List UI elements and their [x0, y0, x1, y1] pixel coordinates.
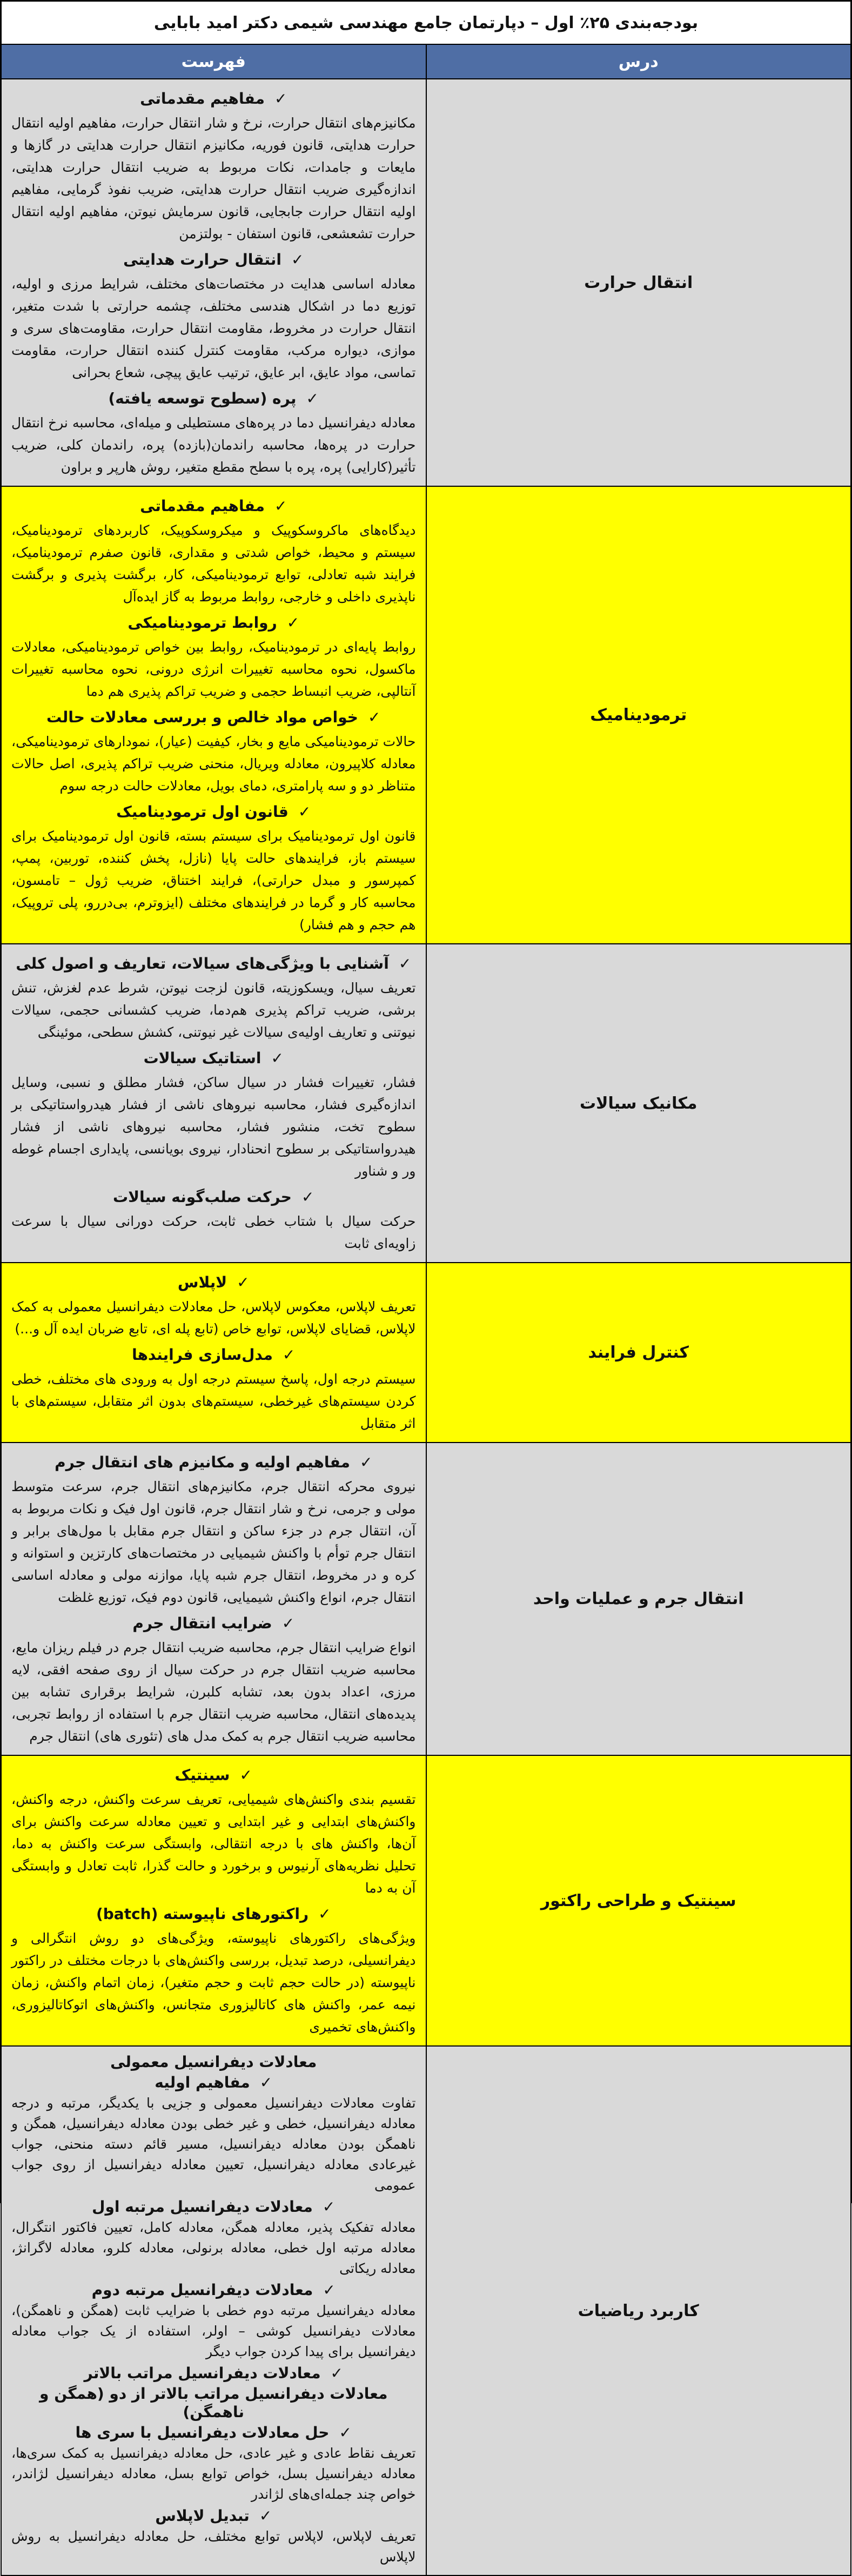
checkmark-icon: ✓: [301, 1188, 314, 1206]
topic-label: معادلات دیفرانسیل مراتب بالاتر: [84, 2364, 321, 2382]
topic-heading: [11, 1049, 416, 1068]
topic-heading: [11, 1273, 416, 1292]
topic-label: قانون اول ترمودینامیک: [116, 803, 289, 821]
checkmark-icon: ✓: [306, 390, 319, 407]
topic-heading: [11, 1904, 416, 1924]
checkmark-icon: ✓: [274, 90, 287, 108]
topic-description: انواع ضرایب انتقال جرم، محاسبه ضریب انتقال جرم در فیلم ریزان مایع، محاسبه ضریب انتقال جرم در حرکت سیال از روی صفحه افقی، لایه مرزی، اعداد بدون بعد، تشابه کلبرن، شرایط برقراری تشابه بین پدیده‌های انتقال، محاسبه ضریب انتقال جرم با استفاده از روابط تجربی، محاسبه ضریب انتقال جرم به کمک مدل های (تئوری های) انتقال جرم: [11, 1640, 416, 1744]
topic-heading: [11, 497, 416, 516]
checkmark-icon: ✓: [318, 1905, 331, 1923]
checkmark-icon: ✓: [330, 2364, 343, 2382]
topic-description: معادله دیفرانسیل دما در پره‌های مستطیلی و میله‌ای، محاسبه نرخ انتقال حرارت در پره‌ها، محاسبه راندمان(بازده) پره، راندمان کلی، ضریب تأثیر(کارایی) پره، پره با سطح مقطع متغیر، روش هارپر و براون: [11, 415, 416, 475]
topic-heading: [11, 1345, 416, 1365]
topic-heading: [11, 2053, 416, 2071]
topic-label: مفاهیم مقدماتی: [140, 497, 265, 515]
course-topics: [1, 79, 426, 486]
topic-description: معادله دیفرانسیل مرتبه دوم خطی با ضرایب ثابت (همگن و ناهمگن)، معادلات دیفرانسیل کوشی – اولر، استفاده از یک جواب معادله دیفرانسیل برای پیدا کردن جواب دیگر: [11, 2303, 416, 2359]
topic-label: حرکت صلب‌گونه سیالات: [113, 1188, 292, 1206]
topic-label: راکتورهای ناپیوسته (batch): [96, 1905, 309, 1923]
topic-description: تقسیم بندی واکنش‌های شیمیایی، تعریف سرعت واکنش، درجه واکنش، واکنش‌های ابتدایی و غیر ابتدایی و تعیین معادله سرعت واکنش برای آن‌ها، واکنش های با درجه انتقالی، وابستگی سرعت واکنش به دما، تحلیل نظریه‌های آرنیوس و برخورد و حالت گذرا، ثابت تعادل و وابستگی آن به دما: [11, 1792, 416, 1896]
topic-description: تفاوت معادلات دیفرانسیل معمولی و جزیی با یکدیگر، مرتبه و درجه معادله دیفرانسیل، خطی و غیر خطی بودن معادله دیفرانسیل، همگن و ناهمگن بودن معادله دیفرانسیل، مسیر قائم دسته منحنی، جواب غیرعادی معادله دیفرانسیل، تعیین معادله دیفرانسیل از روی جواب عمومی: [11, 2095, 416, 2193]
topic-label: استاتیک سیالات: [143, 1049, 261, 1067]
topic-heading: [11, 708, 416, 727]
topic-label: تبدیل لاپلاس: [155, 2507, 250, 2525]
course-subject: انتقال حرارت: [426, 79, 851, 486]
topic-heading: [11, 2507, 416, 2525]
topic-heading: [11, 1766, 416, 1785]
header-row: [1, 44, 851, 79]
topic-label: معادلات دیفرانسیل مرتبه اول: [92, 2198, 313, 2216]
topic-description: دیدگاه‌های ماکروسکوپیک و میکروسکوپیک، کاربردهای ترمودینامیک، سیستم و محیط، خواص شدتی و مقداری، قانون صفرم ترمودینامیک، فرایند شبه تعادلی، توابع ترمودینامیکی، کار، برگشت پذیری و برگشت ناپذیری داخلی و خارجی، روابط مربوط به گاز ایده‌آل: [11, 522, 416, 605]
checkmark-icon: ✓: [282, 1346, 296, 1364]
course-subject: ترمودینامیک: [426, 486, 851, 944]
checkmark-icon: ✓: [322, 2198, 336, 2216]
checkmark-icon: ✓: [259, 2507, 272, 2525]
course-row: [1, 2046, 851, 2575]
topic-label: مفاهیم مقدماتی: [140, 90, 265, 108]
course-rows: [1, 79, 851, 2575]
course-subject: مکانیک سیالات: [426, 944, 851, 1263]
topic-description: معادله تفکیک پذیر، معادله همگن، معادله کامل، تعیین فاکتور انتگرال، معادله مرتبه اول خطی، معادله برنولی، معادله کلرو، معادله لاگرانژ، معادله ریکاتی: [11, 2219, 416, 2276]
topic-label: لاپلاس: [177, 1273, 227, 1291]
topic-description: حرکت سیال با شتاب خطی ثابت، حرکت دورانی سیال با سرعت زاویه‌ای ثابت: [11, 1213, 416, 1251]
topic-heading: [11, 1188, 416, 1207]
checkmark-icon: ✓: [237, 1273, 250, 1291]
topic-label: سینتیک: [175, 1766, 230, 1784]
topic-label: معادلات دیفرانسیل مراتب بالاتر از دو (همگن و ناهمگن): [39, 2385, 388, 2421]
topic-heading: [11, 1453, 416, 1472]
budget-table: [1, 1, 851, 2576]
checkmark-icon: ✓: [239, 1766, 252, 1784]
topic-heading: [11, 954, 416, 974]
course-subject: کنترل فرایند: [426, 1263, 851, 1443]
course-row: [1, 1755, 851, 2046]
course-topics: [1, 1443, 426, 1755]
topic-description: تعریف لاپلاس، لاپلاس توابع مختلف، حل معادله دیفرانسیل به روش لاپلاس: [11, 2528, 416, 2565]
topic-heading: [11, 250, 416, 270]
topic-description: تعریف لاپلاس، معکوس لاپلاس، حل معادلات دیفرانسیل معمولی به کمک لاپلاس، قضایای لاپلاس، توابع خاص (تابع پله ای، تابع ضربان ایده آل و...): [11, 1299, 416, 1337]
topic-heading: [11, 389, 416, 408]
checkmark-icon: ✓: [298, 803, 311, 821]
checkmark-icon: ✓: [398, 955, 412, 972]
topic-heading: [11, 1614, 416, 1633]
topic-heading: [11, 2385, 416, 2421]
topic-label: ضرایب انتقال جرم: [132, 1614, 272, 1632]
course-topics: [1, 2046, 426, 2575]
list-column-header: فهرست: [1, 44, 426, 79]
course-row: [1, 944, 851, 1263]
checkmark-icon: ✓: [323, 2281, 336, 2299]
course-row: [1, 1263, 851, 1443]
topic-heading: [11, 802, 416, 822]
topic-label: روابط ترمودینامیکی: [128, 614, 277, 632]
checkmark-icon: ✓: [367, 708, 381, 726]
topic-label: مفاهیم اولیه و مکانیزم های انتقال جرم: [55, 1453, 350, 1471]
document-title: بودجه‌بندی ۲۵٪ اول – دپارتمان جامع مهندسی شیمی دکتر امید بابایی: [1, 1, 851, 44]
topic-label: مدل‌سازی فرایندها: [132, 1346, 273, 1364]
course-subject: کاربرد ریاضیات: [426, 2046, 851, 2575]
course-subject: سینتیک و طراحی راکتور: [426, 1755, 851, 2046]
course-topics: [1, 1263, 426, 1443]
topic-heading: [11, 2364, 416, 2383]
topic-label: انتقال حرارت هدایتی: [123, 251, 281, 269]
topic-label: خواص مواد خالص و بررسی معادلات حالت: [46, 708, 358, 726]
course-row: [1, 486, 851, 944]
checkmark-icon: ✓: [359, 1453, 373, 1471]
topic-label: معادلات دیفرانسیل معمولی: [110, 2053, 317, 2071]
topic-description: تعریف سیال، ویسکوزیته، قانون لزجت نیوتن، شرط عدم لغزش، تنش برشی، ضریب تراکم پذیری هم‌دما، ضریب کشسانی حجمی، سیالات نیوتنی و تعاریف اولیه‌ی سیالات غیر نیوتنی، کشش سطحی، موئینگی: [11, 980, 416, 1040]
checkmark-icon: ✓: [271, 1049, 284, 1067]
topic-label: حل معادلات دیفرانسیل با سری ها: [75, 2424, 330, 2441]
topic-label: معادلات دیفرانسیل مرتبه دوم: [91, 2281, 313, 2299]
topic-heading: [11, 2198, 416, 2216]
topic-description: سیستم درجه اول، پاسخ سیستم درجه اول به ورودی های مختلف، خطی کردن سیستم‌های غیرخطی، سیستم‌های بدون اثر متقابل، سیستم‌های با اثر متقابل: [11, 1371, 416, 1431]
topic-description: حالات ترمودینامیکی مایع و بخار، کیفیت (عیار)، نمودارهای ترمودینامیکی، معادله کلاپیرون، معادله ویریال، منحنی ضریب تراکم پذیری، اصل حالات متناظر دو و سه پارامتری، دمای بویل، معادلات حالت درجه سوم: [11, 734, 416, 794]
topic-heading: [11, 89, 416, 109]
course-subject: انتقال جرم و عملیات واحد: [426, 1443, 851, 1755]
topic-description: تعریف نقاط عادی و غیر عادی، حل معادله دیفرانسیل به کمک سری‌ها، معادله دیفرانسیل بسل، خواص توابع بسل، معادله دیفرانسیل لژاندر، خواص چند جمله‌ای‌های لژاندر: [11, 2445, 416, 2502]
topic-label: پره (سطوح توسعه یافته): [108, 390, 297, 407]
topic-label: آشنایی با ویژگی‌های سیالات، تعاریف و اصول کلی: [16, 955, 389, 972]
checkmark-icon: ✓: [339, 2424, 352, 2441]
course-topics: [1, 944, 426, 1263]
checkmark-icon: ✓: [281, 1614, 295, 1632]
checkmark-icon: ✓: [259, 2074, 273, 2091]
checkmark-icon: ✓: [286, 614, 300, 632]
topic-heading: [11, 2074, 416, 2092]
topic-description: فشار، تغییرات فشار در سیال ساکن، فشار مطلق و نسبی، وسایل اندازه‌گیری فشار، محاسبه نیروهای ناشی از فشار هیدرواستاتیکی بر سطوح تخت، منشور فشار، محاسبه نیروهای ناشی از فشار هیدرواستاتیکی بر سطوح انحنادار، نیروی بویانسی، پایداری اجسام غوطه ور و شناور: [11, 1075, 416, 1179]
topic-heading: [11, 613, 416, 633]
course-row: [1, 1443, 851, 1755]
course-row: [1, 79, 851, 486]
course-topics: [1, 1755, 426, 2046]
topic-label: مفاهیم اولیه: [155, 2074, 250, 2091]
topic-description: معادله اساسی هدایت در مختصات‌های مختلف، شرایط مرزی و اولیه، توزیع دما در اشکال هندسی مختلف، چشمه حرارتی با شدت متغیر، انتقال حرارت در مخروط، مقاومت انتقال حرارت، مقاومت‌های سری و موازی، دیواره مرکب، مقاومت کنترل کننده انتقال حرارت، مقاومت تماسی، مواد عایق، ابر عایق، ترتیب عایق پیچی، شعاع بحرانی: [11, 276, 416, 380]
topic-description: روابط پایه‌ای در ترمودینامیک، روابط بین خواص ترمودینامیکی، معادلات ماکسول، نحوه محاسبه تغییرات انرژی درونی، نحوه محاسبه تغییرات آنتالپی، ضریب انبساط حجمی و ضریب تراکم پذیری هم دما: [11, 639, 416, 699]
topic-description: قانون اول ترمودینامیک برای سیستم بسته، قانون اول ترمودینامیک برای سیستم باز، فرایندهای حالت پایا (نازل، پخش کننده، توربین، پمپ، کمپرسور و مبدل حرارتی)، فرایند اختناق، ضریب ژول – تامسون، محاسبه کار و گرما در فرایندهای مختلف (ایزوترم، بی‌دررو، پلی تروپیک، هم حجم و هم فشار): [11, 828, 416, 933]
checkmark-icon: ✓: [291, 251, 304, 269]
topic-description: نیروی محرکه انتقال جرم، مکانیزم‌های انتقال جرم، سرعت متوسط مولی و جرمی، نرخ و شار انتقال جرم، قانون اول فیک و نکات مربوط به آن، انتقال جرم در جزء ساکن و انتقال جرم مقابل با مول‌های برابر و انتقال جرم توأم با واکنش شیمیایی در مختصات‌های کارتزین و استوانه و کره و در مخروط، انتقال جرم شبه پایا، موازنه مولی و معادله اساسی انتقال جرم، انواع واکنش شیمیایی، قانون دوم فیک، توزیع غلظت: [11, 1479, 416, 1605]
topic-description: ویژگی‌های راکتورهای ناپیوسته، ویژگی‌های دو روش انتگرالی و دیفرانسیلی، درصد تبدیل، بررسی واکنش‌های با درجات مختلف در راکتور ناپیوسته (در حالت حجم ثابت و حجم متغیر)، زمان اتمام واکنش، زمان نیمه عمر، واکنش های کاتالیزوری متجانس، واکنش‌های اتوکاتالیزوری، واکنش‌های تخمیری: [11, 1930, 416, 2035]
topic-heading: [11, 2281, 416, 2299]
course-topics: [1, 486, 426, 944]
topic-heading: [11, 2424, 416, 2442]
topic-description: مکانیزم‌های انتقال حرارت، نرخ و شار انتقال حرارت، مفاهیم اولیه انتقال حرارت هدایتی، قانون فوریه، مکانیزم انتقال حرارت هدایتی در گازها و مایعات و جامدات، نکات مربوط به ضریب انتقال حرارت هدایتی، اندازه‌گیری ضریب انتقال حرارت هدایتی، ضریب نفوذ گرمایی، مفاهیم اولیه انتقال حرارت جابجایی، قانون سرمایش نیوتن، مفاهیم اولیه انتقال حرارت تشعشعی، قانون استفان - بولتزمن: [11, 115, 416, 242]
subject-column-header: درس: [426, 44, 851, 79]
checkmark-icon: ✓: [274, 497, 287, 515]
